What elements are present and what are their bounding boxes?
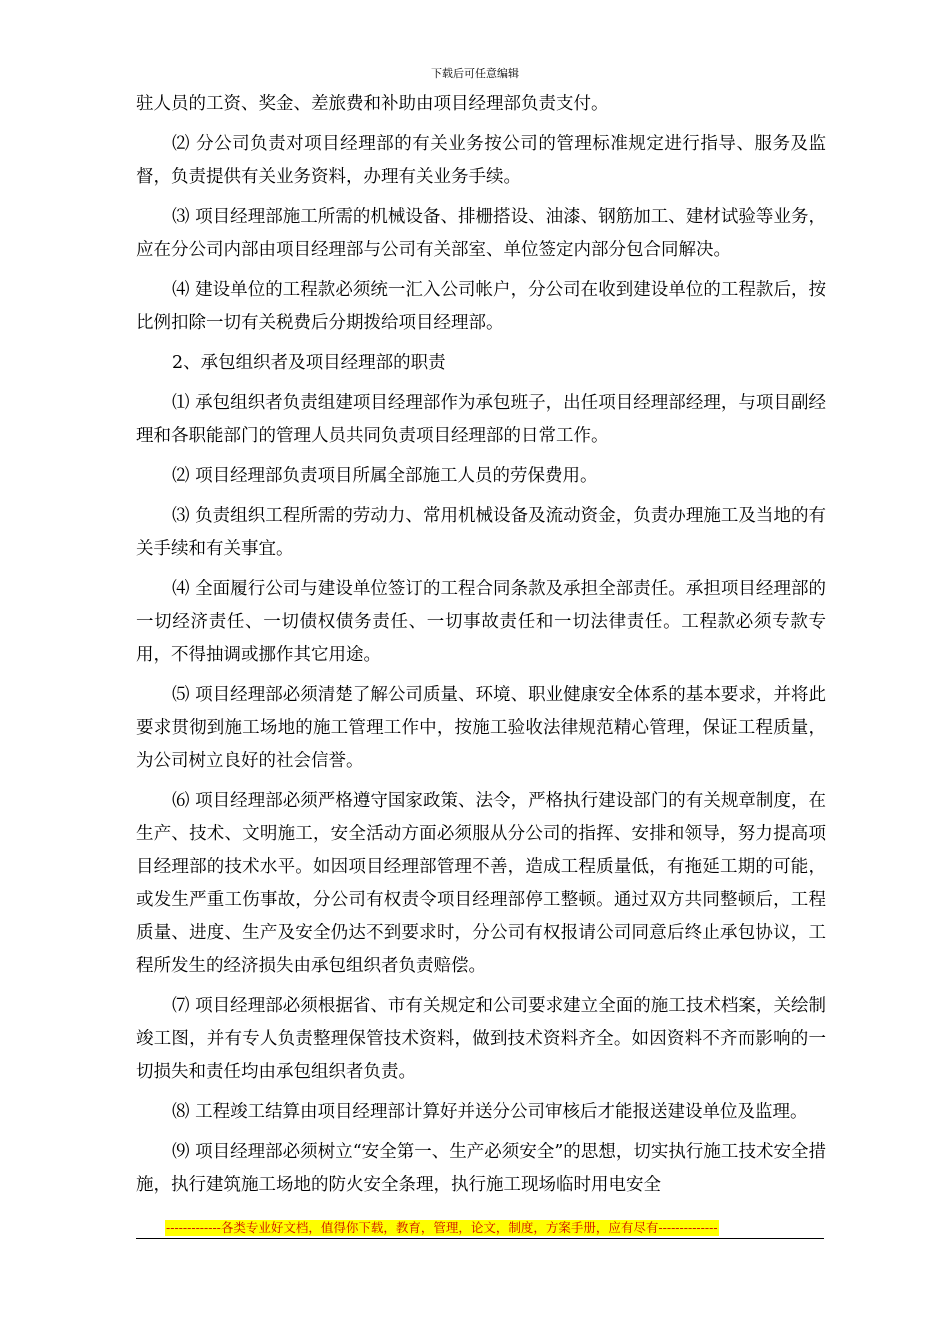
footer-divider (136, 1238, 824, 1239)
paragraph: ⑵ 项目经理部负责项目所属全部施工人员的劳保费用。 (172, 466, 598, 486)
page-header: 下载后可任意编辑 (431, 67, 519, 80)
paragraph: ⑸ 项目经理部必须清楚了解公司质量、环境、职业健康安全体系的基本要求，并将此要求贯彻到施工场地的施工管理工作中，按施工验收法律规范精心管理，保证工程质量，为公司树立良好的社会信誉。 (136, 685, 826, 771)
footer-banner: -------------各类专业好文档，值得你下载，教育，管理，论文，制度，方案手册，应有尽有-------------- (166, 1220, 718, 1235)
paragraph: ⑻ 工程竣工结算由项目经理部计算好并送分公司审核后才能报送建设单位及监理。 (172, 1102, 808, 1122)
paragraph: ⑷ 全面履行公司与建设单位签订的工程合同条款及承担全部责任。承担项目经理部的一切经济责任、一切债权债务责任、一切事故责任和一切法律责任。工程款必须专款专用，不得抽调或挪作其它用途。 (136, 579, 826, 665)
paragraph: ⑺ 项目经理部必须根据省、市有关规定和公司要求建立全面的施工技术档案，关绘制竣工图，并有专人负责整理保管技术资料，做到技术资料齐全。如因资料不齐而影响的一切损失和责任均由承包组织者负责。 (136, 996, 826, 1082)
paragraph: 驻人员的工资、奖金、差旅费和补助由项目经理部负责支付。 (136, 94, 609, 114)
paragraph: ⑷ 建设单位的工程款必须统一汇入公司帐户，分公司在收到建设单位的工程款后，按比例扣除一切有关税费后分期拨给项目经理部。 (136, 280, 826, 333)
section-heading: 2、承包组织者及项目经理部的职责 (172, 353, 446, 373)
document-body (136, 88, 826, 1209)
paragraph: ⑼ 项目经理部必须树立“安全第一、生产必须安全”的思想，切实执行施工技术安全措施，执行建筑施工场地的防火安全条理，执行施工现场临时用电安全 (136, 1142, 826, 1195)
paragraph: ⑶ 负责组织工程所需的劳动力、常用机械设备及流动资金，负责办理施工及当地的有关手续和有关事宜。 (136, 506, 826, 559)
paragraph: ⑹ 项目经理部必须严格遵守国家政策、法令，严格执行建设部门的有关规章制度，在生产、技术、文明施工，安全活动方面必须服从分公司的指挥、安排和领导，努力提高项目经理部的技术水平。如因项目经理部管理不善，造成工程质量低，有拖延工期的可能，或发生严重工伤事故，分公司有权责令项目经理部停工整顿。通过双方共同整顿后，工程质量、进度、生产及安全仍达不到要求时，分公司有权报请公司同意后终止承包协议，工程所发生的经济损失由承包组织者负责赔偿。 (136, 791, 826, 976)
paragraph: ⑴ 承包组织者负责组建项目经理部作为承包班子，出任项目经理部经理，与项目副经理和各职能部门的管理人员共同负责项目经理部的日常工作。 (136, 393, 826, 446)
paragraph: ⑵ 分公司负责对项目经理部的有关业务按公司的管理标准规定进行指导、服务及监督，负责提供有关业务资料，办理有关业务手续。 (136, 134, 826, 187)
paragraph: ⑶ 项目经理部施工所需的机械设备、排栅搭设、油漆、钢筋加工、建材试验等业务，应在分公司内部由项目经理部与公司有关部室、单位签定内部分包合同解决。 (136, 207, 826, 260)
